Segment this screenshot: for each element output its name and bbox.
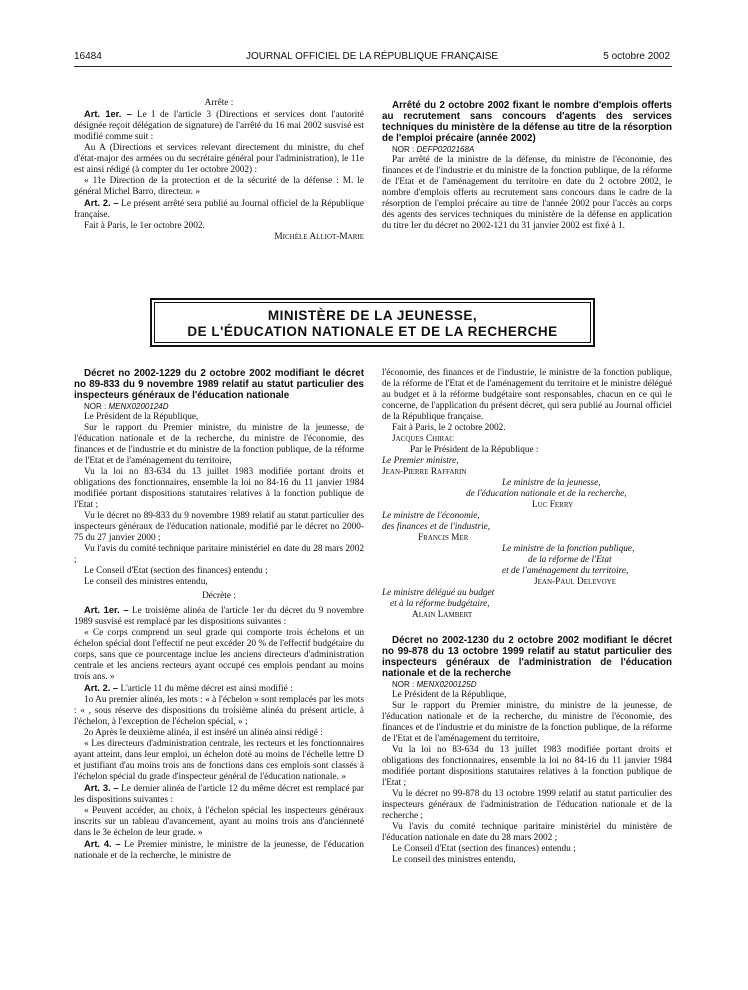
art-2-paragraph: Art. 2. – L'article 11 du même décret est ainsi modifié :: [84, 683, 293, 694]
minister-name: Luc Ferry: [532, 500, 574, 510]
top-right-column: [382, 100, 672, 232]
ministry-line-2: DE L'ÉDUCATION NATIONALE ET DE LA RECHERCHE: [187, 324, 558, 339]
paragraph: Vu l'avis du comité technique paritaire ministériel en date du 28 mars 2002 ;: [74, 544, 364, 565]
header-rule: [74, 66, 672, 67]
nor-reference: NOR : MENX0200125D: [392, 680, 477, 689]
signature-president: Jacques Chirac: [392, 434, 454, 444]
decree-title: Décret no 2002-1229 du 2 octobre 2002 modifiant le décret no 89-833 du 9 novembre 1989 relatif au statut particulier des inspecteurs généraux de l'éducation nationale: [74, 368, 364, 401]
pm-title: Le Premier ministre,: [382, 456, 459, 466]
paragraph: Le Président de la République,: [392, 690, 507, 700]
ministry-line-1: MINISTÈRE DE LA JEUNESSE,: [267, 308, 478, 323]
quote: « Les directeurs d'administration centrale, les recteurs et les fonctionnaires ayant atteint, dans leur emploi, un échelon doté au moins de l'échelle lettre D et justifiant d'au moins trois ans de fonctions dans ces emplois sont classés à l'échelon spécial du grade d'inspecteur général de l'éducation nationale. »: [74, 739, 364, 782]
paragraph: Le Conseil d'Etat (section des finances) entendu ;: [392, 844, 576, 854]
decree-2-title: Décret no 2002-1230 du 2 octobre 2002 modifiant le décret no 99-878 du 13 octobre 1999 relatif au statut particulier des inspecteurs généraux de l'administration de l'éducation nationale et de la recherche: [382, 635, 672, 679]
minister-name: Francis Mer: [418, 533, 469, 543]
paragraph: Le conseil des ministres entendu,: [392, 855, 516, 865]
paragraph: Le Président de la République,: [84, 412, 199, 422]
minister-title: et à la réforme budgétaire,: [390, 599, 490, 609]
minister-name: Jean-Paul Delevoye: [534, 577, 616, 587]
paragraph: « 11e Direction de la protection et de la sécurité de la défense : M. le général Michel Barro, directeur. »: [74, 176, 364, 197]
art-1-paragraph: Art. 1er. – Le I de l'article 3 (Directions et services dont l'autorité désignée reçoit délégation de signature) de l'arrêté du 16 mai 2002 susvisé est modifié comme suit :: [74, 109, 364, 142]
paragraph: Le Conseil d'Etat (section des finances) entendu ;: [84, 566, 268, 576]
right-column: [382, 368, 672, 866]
paragraph: Vu la loi no 83-634 du 13 juillet 1983 modifiée portant droits et obligations des fonctionnaires, ensemble la loi no 84-16 du 11 janvier 1984 modifiée portant dispositions statutaires relatives à la fonction publique de l'Etat ;: [382, 745, 672, 788]
paragraph: Vu le décret no 89-833 du 9 novembre 1989 relatif au statut particulier des inspecteurs généraux de l'éducation nationale, modifié par le décret no 2000-75 du 27 janvier 2000 ;: [74, 511, 364, 543]
art-3-paragraph: Art. 3. – Le dernier alinéa de l'article 12 du même décret est remplacé par les dispositions suivantes :: [74, 783, 365, 805]
paragraph: Sur le rapport du Premier ministre, du ministre de la jeunesse, de l'éducation nationale et de la recherche, du ministre de l'économie, des finances et de l'industrie et du ministre de la fonction publique, de la réforme de l'Etat et de l'aménagement du territoire,: [382, 701, 672, 744]
minister-title: de l'éducation nationale et de la recherche,: [466, 489, 627, 499]
decrete-heading: Décrète :: [202, 591, 236, 601]
left-column: [74, 368, 364, 862]
minister-title: Le ministre délégué au budget: [382, 588, 495, 598]
minister-title: de la réforme de l'Etat: [528, 555, 612, 565]
arrete-heading: Arrête :: [204, 98, 234, 108]
fait-line: Fait à Paris, le 2 octobre 2002.: [392, 423, 506, 433]
nor-reference: NOR : DEFP0202168A: [392, 145, 475, 154]
ministry-heading-box: [150, 298, 595, 347]
fait-line: Fait à Paris, le 1er octobre 2002.: [84, 221, 205, 231]
issue-date: 5 octobre 2002: [603, 51, 670, 62]
top-left-column: [74, 98, 364, 243]
arrete-body: Par arrêté de la ministre de la défense, du ministre de l'économie, des finances et de l'industrie et du ministre de la fonction publique, de la réforme de l'Etat et de l'aménagement du territoire en date du 2 octobre 2002, le nombre d'emplois offerts au recrutement sans concours dans le cadre de la résorption de l'emploi précaire au titre de l'année 2002 pour l'accès au corps des agents des services techniques du ministère de la défense en application du titre Ier du décret no 2002-121 du 31 janvier 2002 est fixé à 1.: [382, 155, 672, 231]
art-4-paragraph: Art. 4. – Le Premier ministre, le ministre de la jeunesse, de l'éducation nationale et de la recherche, le ministre de: [74, 839, 364, 861]
minister-title: Le ministre de la jeunesse,: [502, 478, 601, 488]
page-number: 16484: [74, 51, 102, 62]
paragraph: Vu la loi no 83-634 du 13 juillet 1983 modifiée portant droits et obligations des fonctionnaires, ensemble la loi no 84-16 du 11 janvier 1984 modifiée portant dispositions statutaires relatives à la fonction publique de l'Etat ;: [74, 467, 364, 510]
paragraph: Au A (Directions et services relevant directement du ministre, du chef d'état-major des armées ou du secrétaire général pour l'administration), le 11e est ainsi rédigé (à compter du 1er octobre 2002) :: [74, 143, 364, 175]
art-1-paragraph: Art. 1er. – Le troisième alinéa de l'article 1er du décret du 9 novembre 1989 susvisé est remplacé par les dispositions suivantes :: [74, 605, 364, 627]
paragraph: Vu l'avis du comité technique paritaire ministériel du ministère de l'éducation nationale en date du 28 mars 2002 ;: [382, 822, 672, 843]
quote: « Ce corps comprend un seul grade qui comporte trois échelons et un échelon spécial dont l'effectif ne peut excéder 20 % de l'effectif budgétaire du corps, sans que ce pourcentage inclue les anciens directeurs d'administration centrale et les anciens recteurs ayant occupé ces emplois pendant au moins trois ans. »: [74, 628, 364, 682]
signature: Michèle Alliot-Marie: [274, 232, 364, 242]
minister-title: Le ministre de la fonction publique,: [502, 544, 635, 554]
paragraph: 2o Après le deuxième alinéa, il est inséré un alinéa ainsi rédigé :: [84, 728, 323, 738]
art-2-paragraph: Art. 2. – Le présent arrêté sera publié au Journal officiel de la République française.: [74, 198, 365, 220]
paragraph: Le conseil des ministres entendu,: [84, 577, 208, 587]
pm-name: Jean-Pierre Raffarin: [382, 467, 467, 477]
paragraph: Vu le décret no 99-878 du 13 octobre 1999 relatif au statut particulier des inspecteurs généraux de l'administration de l'éducation nationale et de la recherche ;: [382, 789, 672, 821]
minister-title: des finances et de l'industrie,: [382, 522, 491, 532]
paragraph: 1o Au premier alinéa, les mots : « à l'échelon » sont remplacés par les mots : « , sous réserve des dispositions du troisième alinéa du présent article, à l'échelon, à l'exception de l'échelon spécial, » ;: [74, 695, 364, 727]
minister-title: Le ministre de l'économie,: [382, 511, 480, 521]
paragraph: l'économie, des finances et de l'industrie, le ministre de la fonction publique, de la réforme de l'Etat et de l'aménagement du territoire et le ministre délégué au budget et à la réforme budgétaire sont responsables, chacun en ce qui le concerne, de l'application du présent décret, qui sera publié au Journal officiel de la République française.: [382, 368, 672, 422]
journal-title: JOURNAL OFFICIEL DE LA RÉPUBLIQUE FRANÇAISE: [246, 51, 499, 62]
par-le-president: Par le Président de la République :: [410, 445, 539, 455]
nor-reference: NOR : MENX0200124D: [84, 402, 169, 411]
paragraph: Sur le rapport du Premier ministre, du ministre de la jeunesse, de l'éducation nationale et de la recherche, du ministre de l'économie, des finances et de l'industrie et du ministre de la fonction publique, de la réforme de l'Etat et de l'aménagement du territoire,: [74, 423, 364, 466]
minister-name: Alain Lambert: [412, 610, 473, 620]
arrete-title: Arrêté du 2 octobre 2002 fixant le nombre d'emplois offerts au recrutement sans concours d'agents des services techniques du ministère de la défense au titre de la résorption de l'emploi précaire (année 2002): [382, 100, 672, 144]
minister-title: et de l'aménagement du territoire,: [502, 566, 629, 576]
quote: « Peuvent accéder, au choix, à l'échelon spécial les inspecteurs généraux inscrits sur un tableau d'avancement, ayant au moins trois ans d'ancienneté dans le 3e échelon de leur grade. »: [74, 806, 364, 838]
